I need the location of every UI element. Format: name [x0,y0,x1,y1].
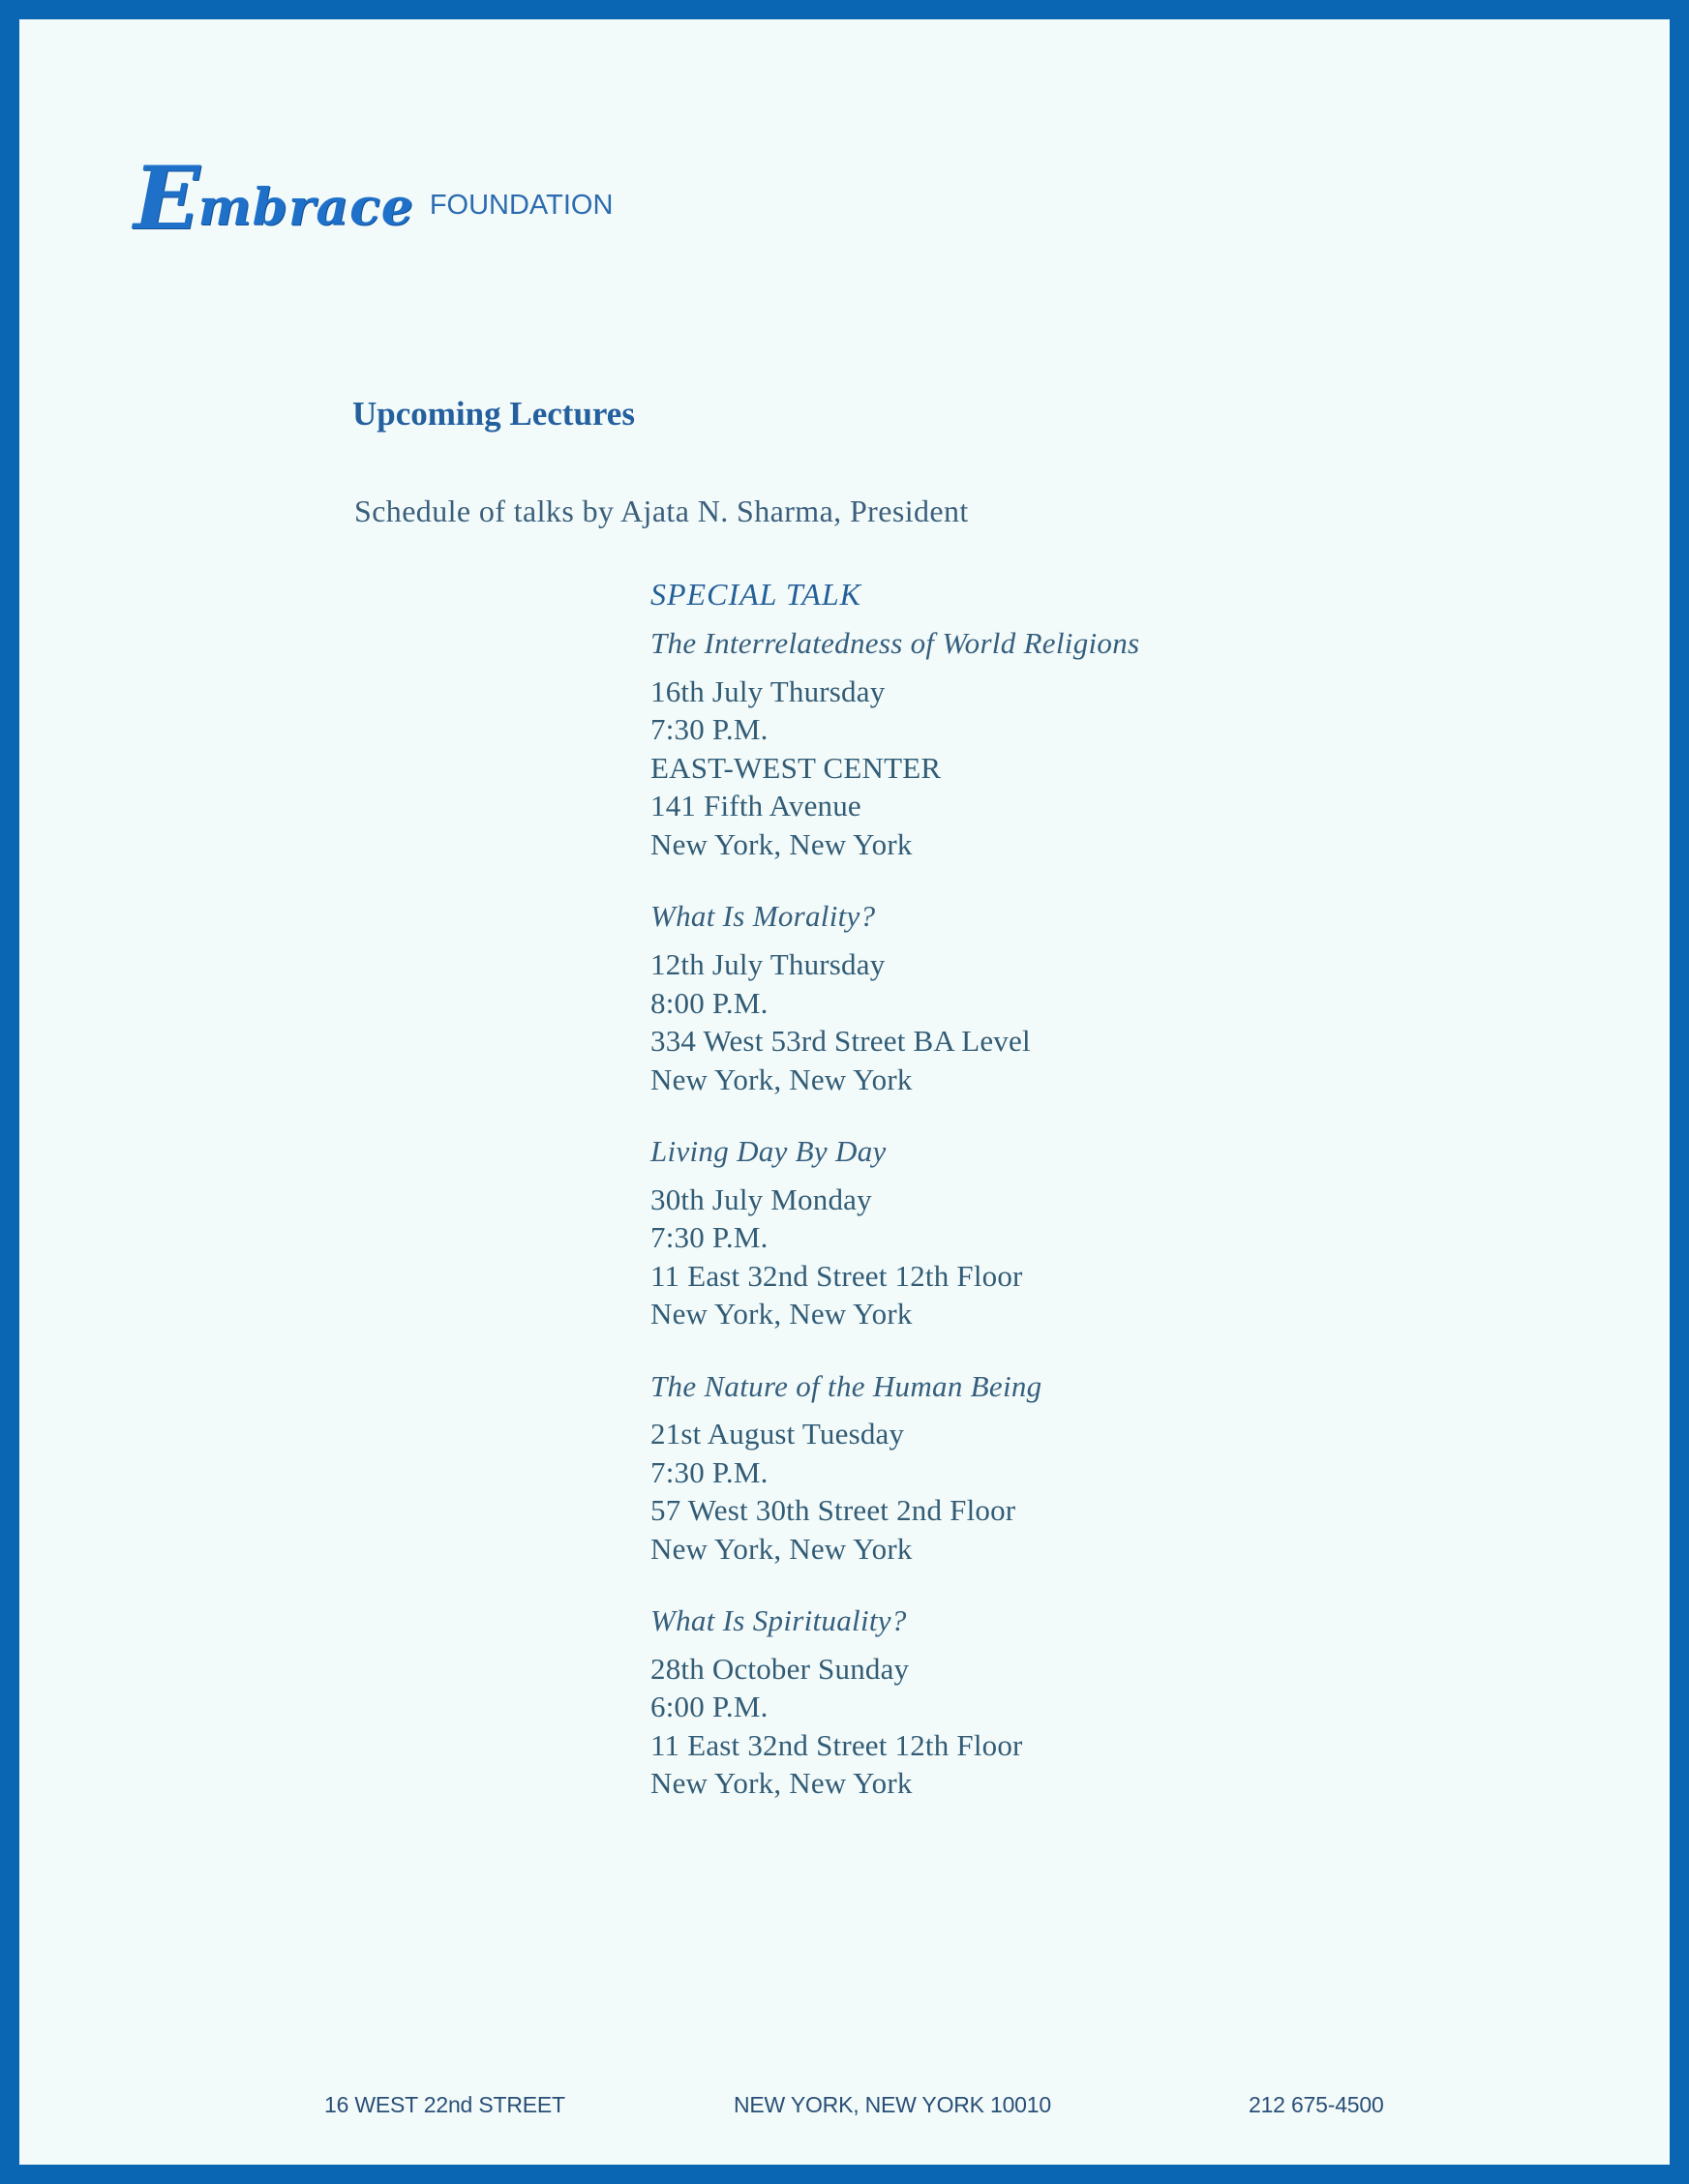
page-heading: Upcoming Lectures [352,395,635,433]
special-talk-label: SPECIAL TALK [650,577,861,612]
lecture-item [650,626,1386,863]
lecture-city: New York, New York [650,1531,913,1566]
logo-name: mbrace [197,177,414,237]
lecture-address: 141 Fifth Avenue [650,789,861,823]
lecture-item [650,1134,1386,1333]
footer-phone: 212 675-4500 [1249,2092,1384,2117]
logo-initial: E [134,147,200,250]
lecture-item [650,1369,1386,1569]
lecture-title: What Is Spirituality? [650,1603,907,1638]
schedule-subtitle: Schedule of talks by Ajata N. Sharma, President [354,494,969,528]
lecture-date: 21st August Tuesday [650,1417,905,1451]
lecture-address: 334 West 53rd Street BA Level [650,1024,1031,1059]
lecture-date: 12th July Thursday [650,947,886,982]
lecture-time: 7:30 P.M. [650,712,769,747]
lecture-time: 8:00 P.M. [650,985,769,1020]
lecture-time: 7:30 P.M. [650,1220,769,1255]
lecture-item [650,899,1386,1098]
lecture-title: What Is Morality? [650,899,876,934]
lecture-city: New York, New York [650,826,913,861]
lecture-date: 30th July Monday [650,1182,872,1216]
logo-wordmark [134,147,414,250]
lecture-time: 7:30 P.M. [650,1454,769,1489]
lecture-date: 16th July Thursday [650,673,886,708]
lecture-title: Living Day By Day [650,1134,887,1169]
lecture-address: 57 West 30th Street 2nd Floor [650,1493,1016,1528]
lecture-time: 6:00 P.M. [650,1690,769,1724]
lecture-address: 11 East 32nd Street 12th Floor [650,1258,1023,1293]
lecture-venue: EAST-WEST CENTER [650,750,942,785]
lecture-item [650,1603,1386,1803]
footer-city: NEW YORK, NEW YORK 10010 [734,2092,1051,2117]
lecture-city: New York, New York [650,1766,913,1801]
lecture-schedule [650,576,1386,1839]
footer-street: 16 WEST 22nd STREET [324,2092,565,2117]
lecture-city: New York, New York [650,1062,913,1096]
lecture-city: New York, New York [650,1297,913,1331]
lecture-title: The Interrelatedness of World Religions [650,626,1140,661]
embrace-foundation-logo [134,145,613,252]
lecture-date: 28th October Sunday [650,1651,910,1686]
logo-foundation-text: FOUNDATION [429,189,614,221]
lecture-address: 11 East 32nd Street 12th Floor [650,1727,1023,1762]
letterhead-page [19,19,1670,2165]
lecture-title: The Nature of the Human Being [650,1368,1042,1403]
